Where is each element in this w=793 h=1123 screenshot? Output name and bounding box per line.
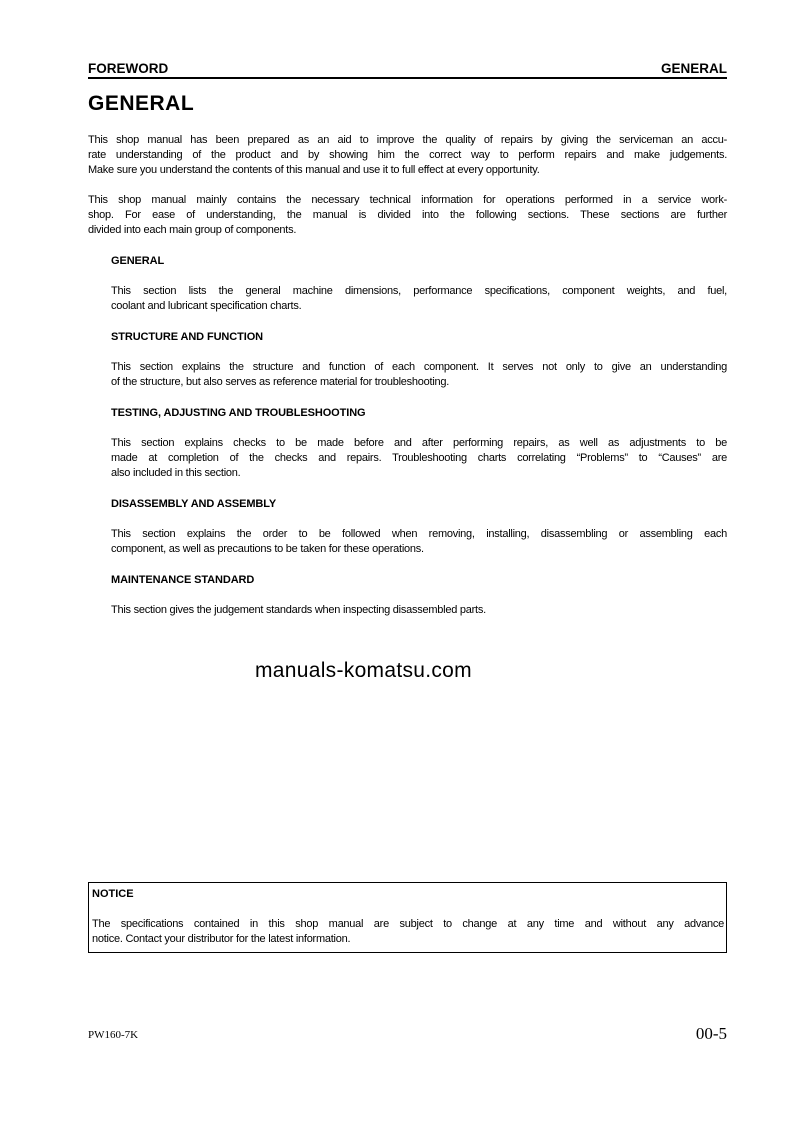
text-line: This shop manual mainly contains the necessary technical information for operations performed in a service work- [88,194,727,206]
page-header [88,62,727,79]
section-text-testing [111,436,727,482]
text-line: coolant and lubricant specification charts. [111,300,302,313]
notice-heading: NOTICE [92,888,134,900]
header-chapter: GENERAL [660,61,727,76]
notice-box [88,882,727,953]
notice-text [92,917,724,947]
watermark: manuals-komatsu.com [255,659,472,682]
header-section: FOREWORD [88,61,169,76]
text-line: component, as well as precautions to be taken for these operations. [111,543,424,556]
section-heading-structure: STRUCTURE AND FUNCTION [111,331,263,343]
page-title: GENERAL [88,92,195,115]
text-line: notice. Contact your distributor for the latest information. [92,933,351,946]
text-line: This section explains checks to be made before and after performing repairs, as well as adjustments to be [111,437,727,449]
text-line: rate understanding of the product and by showing him the correct way to perform repairs and make judgements. [88,149,727,162]
footer-model: PW160-7K [88,1029,139,1041]
text-line: This section lists the general machine dimensions, performance specifications, component weights, and fuel, [111,285,727,297]
text-line: divided into each main group of components. [88,224,297,237]
section-text-structure [111,360,727,390]
section-text-general [111,284,727,314]
footer-page-number: 00-5 [695,1024,727,1043]
section-text-disassembly [111,527,727,557]
text-line: also included in this section. [111,467,241,480]
text-line: The specifications contained in this shop manual are subject to change at any time and without any advance [92,918,724,930]
section-heading-maintenance: MAINTENANCE STANDARD [111,574,255,586]
section-heading-disassembly: DISASSEMBLY AND ASSEMBLY [111,498,277,510]
intro-paragraph-2 [88,193,727,239]
section-heading-testing: TESTING, ADJUSTING AND TROUBLESHOOTING [111,407,366,419]
text-line: of the structure, but also serves as reference material for troubleshooting. [111,376,450,389]
intro-paragraph-1 [88,133,727,179]
text-line: made at completion of the checks and repairs. Troubleshooting charts correlating “Problems” to “Causes” are [111,452,727,465]
text-line: This shop manual has been prepared as an aid to improve the quality of repairs by giving the serviceman an accu- [88,134,727,146]
text-line: shop. For ease of understanding, the manual is divided into the following sections. These sections are further [88,209,727,222]
text-line: This section explains the order to be followed when removing, installing, disassembling or assembling each [111,528,727,540]
section-text-maintenance [111,603,727,618]
section-heading-general: GENERAL [111,255,165,267]
text-line: This section gives the judgement standards when inspecting disassembled parts. [111,604,486,616]
text-line: Make sure you understand the contents of this manual and use it to full effect at every opportunity. [88,164,540,177]
text-line: This section explains the structure and function of each component. It serves not only to give an understanding [111,361,727,373]
